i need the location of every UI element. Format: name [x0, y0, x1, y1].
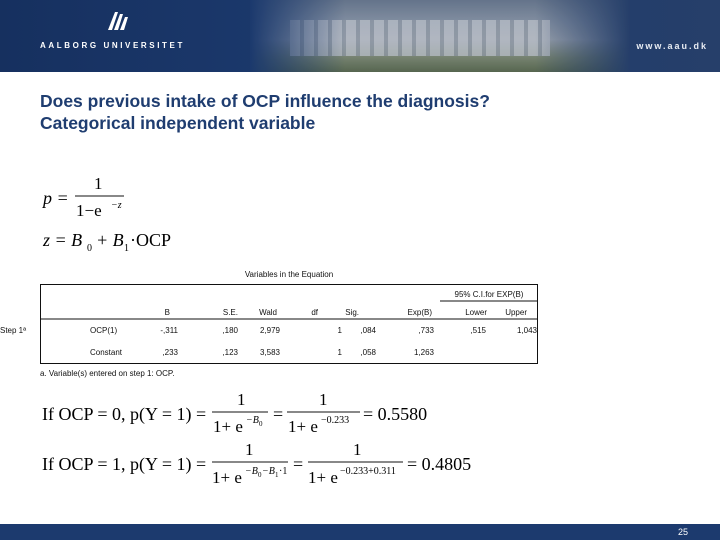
constant-wald: 3,583 — [259, 348, 280, 357]
if1-frac2-exp: −0.233+0.311 — [340, 466, 396, 477]
if0-eq: = — [273, 404, 284, 424]
if1-frac1-num: 1 — [245, 440, 254, 459]
title-line-1: Does previous intake of OCP influence the diagnosis? — [40, 91, 490, 111]
probability-formulas — [40, 388, 480, 493]
constant-df: 1 — [337, 348, 342, 357]
if0-frac2-exp: −0.233 — [321, 415, 350, 426]
ocp-lower: ,515 — [470, 326, 486, 335]
p-denominator: 1−e — [76, 201, 102, 220]
if1-eq: = — [293, 454, 304, 474]
step-label: Step 1ª — [0, 326, 27, 335]
z-lhs: z = B — [43, 230, 83, 250]
if1-frac1-exp: −B — [245, 466, 258, 477]
if1-frac1-den: 1+ e — [212, 468, 242, 487]
if0-lhs: If OCP = 0, p(Y = 1) = — [42, 404, 207, 424]
col-expb: Exp(B) — [407, 308, 432, 317]
col-sig: Sig. — [345, 308, 359, 317]
table-footnote: a. Variable(s) entered on step 1: OCP. — [40, 369, 175, 378]
if0-frac2-den: 1+ e — [288, 417, 318, 436]
p-exponent: −z — [111, 200, 122, 211]
p-numerator: 1 — [94, 174, 103, 193]
constant-se: ,123 — [222, 348, 238, 357]
if0-frac1-exp-sub: 0 — [259, 420, 263, 428]
if1-frac1-exp-sub1: 1 — [275, 471, 279, 479]
ocp-df: 1 — [337, 326, 342, 335]
if0-frac1-exp: −B — [246, 415, 259, 426]
col-upper: Upper — [505, 308, 527, 317]
ocp-upper: 1,043 — [516, 326, 537, 335]
col-lower: Lower — [465, 308, 487, 317]
university-name: AALBORG UNIVERSITET — [40, 41, 185, 50]
p-lhs: p = — [43, 188, 69, 208]
table-caption: Variables in the Equation — [244, 270, 334, 279]
constant-sig: ,058 — [360, 348, 376, 357]
slide-title — [40, 90, 490, 134]
slide-header — [0, 0, 720, 72]
if1-frac1-exp-sub0: 0 — [258, 471, 262, 479]
if1-result: = 0.4805 — [407, 454, 472, 474]
constant-b: ,233 — [162, 348, 178, 357]
ci-header: 95% C.I.for EXP(B) — [454, 290, 524, 299]
ocp-b: -,311 — [160, 326, 178, 335]
if1-frac2-num: 1 — [353, 440, 362, 459]
col-wald: Wald — [259, 308, 277, 317]
z-plus: + B — [96, 230, 124, 250]
col-se: S.E. — [222, 308, 238, 317]
website-url: www.aau.dk — [636, 41, 708, 51]
coefficients-table — [0, 284, 538, 364]
row-label-constant: Constant — [90, 348, 123, 357]
campus-photo — [250, 0, 630, 72]
row-label-ocp: OCP(1) — [90, 326, 118, 335]
if1-frac2-den: 1+ e — [308, 468, 338, 487]
ocp-wald: 2,979 — [259, 326, 280, 335]
ocp-se: ,180 — [222, 326, 238, 335]
page-number: 25 — [677, 527, 688, 537]
if0-frac2-num: 1 — [319, 390, 328, 409]
z-b1-sub: 1 — [124, 243, 129, 254]
title-line-2: Categorical independent variable — [40, 113, 316, 133]
if1-frac1-exp-mid: −B — [262, 466, 275, 477]
if1-frac1-exp-tail: ·1 — [279, 466, 288, 477]
ocp-expb: ,733 — [418, 326, 434, 335]
if1-lhs: If OCP = 1, p(Y = 1) = — [42, 454, 207, 474]
z-b0-sub: 0 — [87, 243, 92, 254]
z-ocp: ·OCP — [130, 230, 172, 250]
slide-footer — [0, 524, 720, 540]
if0-result: = 0.5580 — [363, 404, 428, 424]
logistic-formula — [40, 170, 200, 260]
col-df: df — [311, 308, 318, 317]
if0-frac1-den: 1+ e — [213, 417, 243, 436]
if0-frac1-num: 1 — [237, 390, 246, 409]
ocp-sig: ,084 — [360, 326, 376, 335]
col-b: B — [164, 308, 170, 317]
aau-logo-icon — [105, 8, 131, 34]
constant-expb: 1,263 — [413, 348, 434, 357]
